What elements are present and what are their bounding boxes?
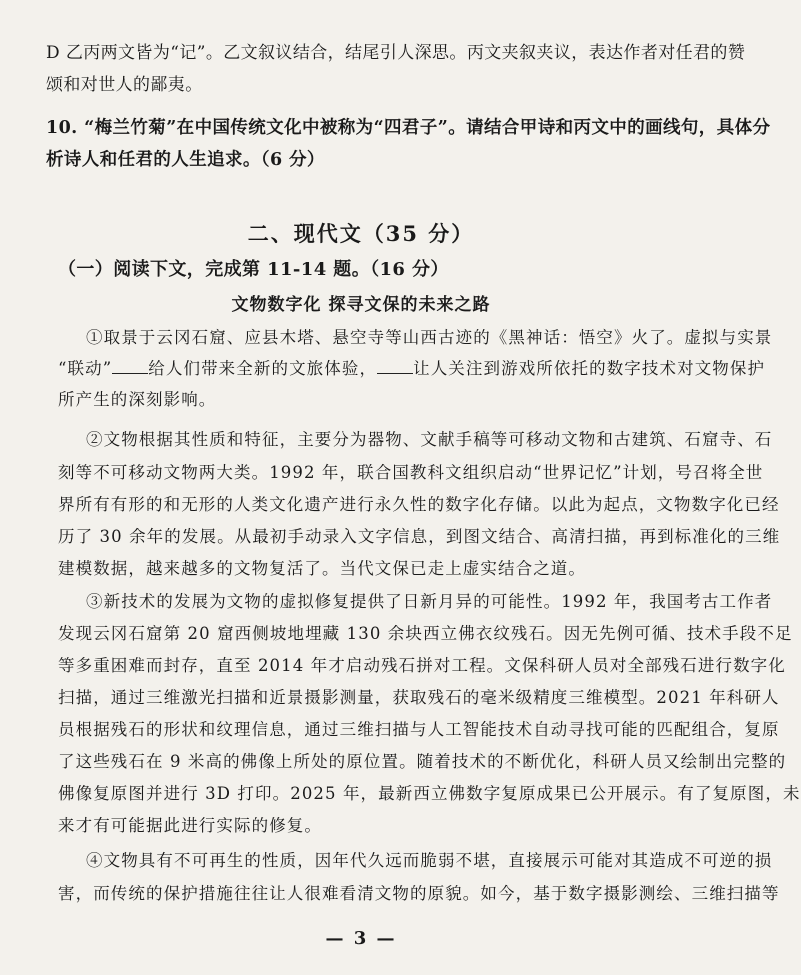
para-2-line-5: 建模数据，越来越多的文物复活了。当代文保已走上虚实结合之道。 — [58, 559, 586, 578]
para-1-line-2 — [58, 355, 765, 379]
page-number: — 3 — — [325, 928, 397, 949]
para-3-line-1: ③新技术的发展为文物的虚拟修复提供了日新月异的可能性。1992 年，我国考古工作者 — [86, 592, 773, 611]
question-10-line-1: 10. “梅兰竹菊”在中国传统文化中被称为“四君子”。请结合甲诗和丙文中的画线句，具体分 — [46, 118, 771, 138]
fill-in-blank-2 — [377, 359, 413, 374]
option-d-line-2: 颂和对世人的鄙夷。 — [46, 75, 203, 95]
para-4-line-2: 害，而传统的保护措施往往让人很难看清文物的原貌。如今，基于数字摄影测绘、三维扫描等 — [58, 884, 780, 903]
para-2-line-3: 界所有有形的和无形的人类文化遗产进行永久性的数字化存储。以此为起点，文物数字化已经 — [58, 495, 780, 514]
para-1-line-1: ①取景于云冈石窟、应县木塔、悬空寺等山西古迹的《黑神话：悟空》火了。虚拟与实景 — [86, 328, 773, 347]
para-3-line-3: 等多重困难而封存，直至 2014 年才启动残石拼对工程。文保科研人员对全部残石进行数字化 — [58, 656, 786, 675]
option-d-line-1: D 乙丙两文皆为“记”。乙文叙议结合，结尾引人深思。丙文夹叙夹议，表达作者对任君的赞 — [46, 43, 746, 63]
para-2-line-4: 历了 30 余年的发展。从最初手动录入文字信息，到图文结合、高清扫描，再到标准化的三维 — [58, 527, 781, 546]
para-1-text-a: 给人们带来全新的文旅体验， — [148, 359, 378, 378]
para-3-line-6: 了这些残石在 9 米高的佛像上所处的原位置。随着技术的不断优化，科研人员又绘制出完整的 — [58, 752, 787, 771]
para-3-line-4: 扫描，通过三维激光扫描和近景摄影测量，获取残石的毫米级精度三维模型。2021 年科研人 — [58, 688, 780, 707]
section-heading: 二、现代文（35 分） — [247, 221, 475, 246]
question-10-line-2: 析诗人和任君的人生追求。（6 分） — [46, 150, 325, 170]
para-1-text-b: 让人关注到游戏所依托的数字技术对文物保护 — [413, 359, 766, 378]
para-4-line-1: ④文物具有不可再生的性质，因年代久远而脆弱不堪，直接展示可能对其造成不可逆的损 — [86, 851, 773, 870]
para-3-line-8: 来才有可能据此进行实际的修复。 — [58, 816, 322, 835]
article-title: 文物数字化 探寻文保的未来之路 — [231, 295, 491, 315]
para-2-line-2: 刻等不可移动文物两大类。1992 年，联合国教科文组织启动“世界记忆”计划，号召将全世 — [58, 463, 764, 482]
para-2-line-1: ②文物根据其性质和特征，主要分为器物、文献手稿等可移动文物和古建筑、石窟寺、石 — [86, 430, 773, 449]
para-3-line-2: 发现云冈石窟第 20 窟西侧坡地埋藏 130 余块西立佛衣纹残石。因无先例可循、技术手段不足 — [58, 624, 793, 643]
para-3-line-5: 员根据残石的形状和纹理信息，通过三维扫描与人工智能技术自动寻找可能的匹配组合，复原 — [58, 720, 780, 739]
subsection-heading: （一）阅读下文，完成第 11-14 题。（16 分） — [58, 259, 449, 280]
para-3-line-7: 佛像复原图并进行 3D 打印。2025 年，最新西立佛数字复原成果已公开展示。有了复原图，未 — [58, 784, 801, 803]
para-1-quote: “联动” — [58, 359, 113, 378]
para-1-line-3: 所产生的深刻影响。 — [58, 390, 217, 409]
fill-in-blank-1 — [112, 359, 148, 374]
